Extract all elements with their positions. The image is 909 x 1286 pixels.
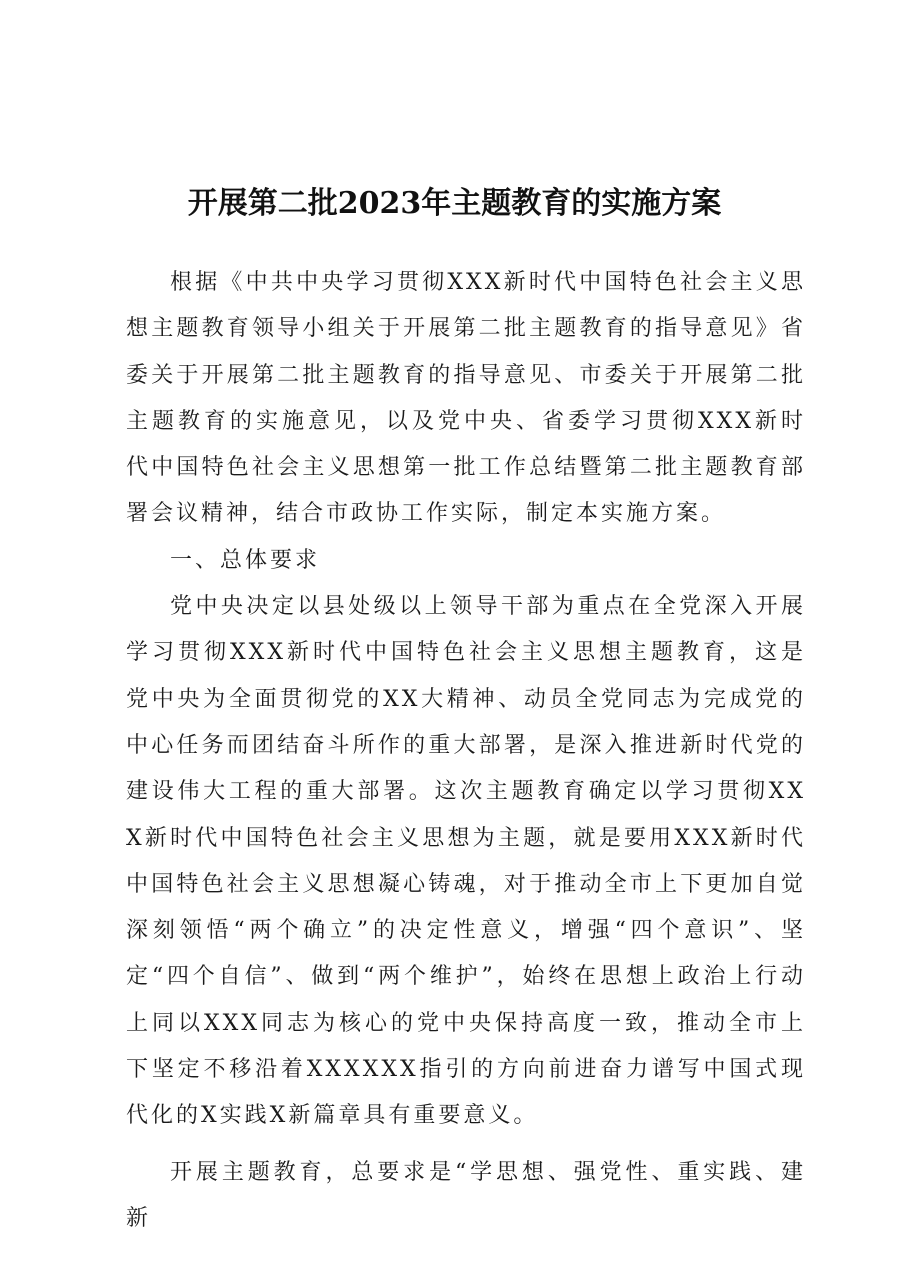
- section-heading-overall-requirements: 一、总体要求: [170, 547, 321, 573]
- paragraph-general-requirement: 开展主题教育，总要求是“学思想、强党性、重实践、建新: [126, 1159, 806, 1231]
- document-title: 开展第二批2023年主题教育的实施方案: [187, 186, 722, 221]
- paragraph-intro: 根据《中共中央学习贯彻XXX新时代中国特色社会主义思想主题教育领导小组关于开展第二批主题教育的指导意见》省委关于开展第二批主题教育的指导意见、市委关于开展第二批主题教育的实施意见，以及党中央、省委学习贯彻XXX新时代中国特色社会主义思想第一批工作总结暨第二批主题教育部署会议精神，结合市政协工作实际，制定本实施方案。: [126, 270, 806, 527]
- document-body: [126, 260, 806, 1242]
- paragraph-overall-requirements: 党中央决定以县处级以上领导干部为重点在全党深入开展学习贯彻XXX新时代中国特色社会主义思想主题教育，这是党中央为全面贯彻党的XX大精神、动员全党同志为完成党的中心任务而团结奋斗所作的重大部署，是深入推进新时代党的建设伟大工程的重大部署。这次主题教育确定以学习贯彻XXX新时代中国特色社会主义思想为主题，就是要用XXX新时代中国特色社会主义思想凝心铸魂，对于推动全市上下更加自觉深刻领悟“两个确立”的决定性意义，增强“四个意识”、坚定“四个自信”、做到“两个维护”，始终在思想上政治上行动上同以XXX同志为核心的党中央保持高度一致，推动全市上下坚定不移沿着XXXXXX指引的方向前进奋力谱写中国式现代化的X实践X新篇章具有重要意义。: [126, 594, 806, 1129]
